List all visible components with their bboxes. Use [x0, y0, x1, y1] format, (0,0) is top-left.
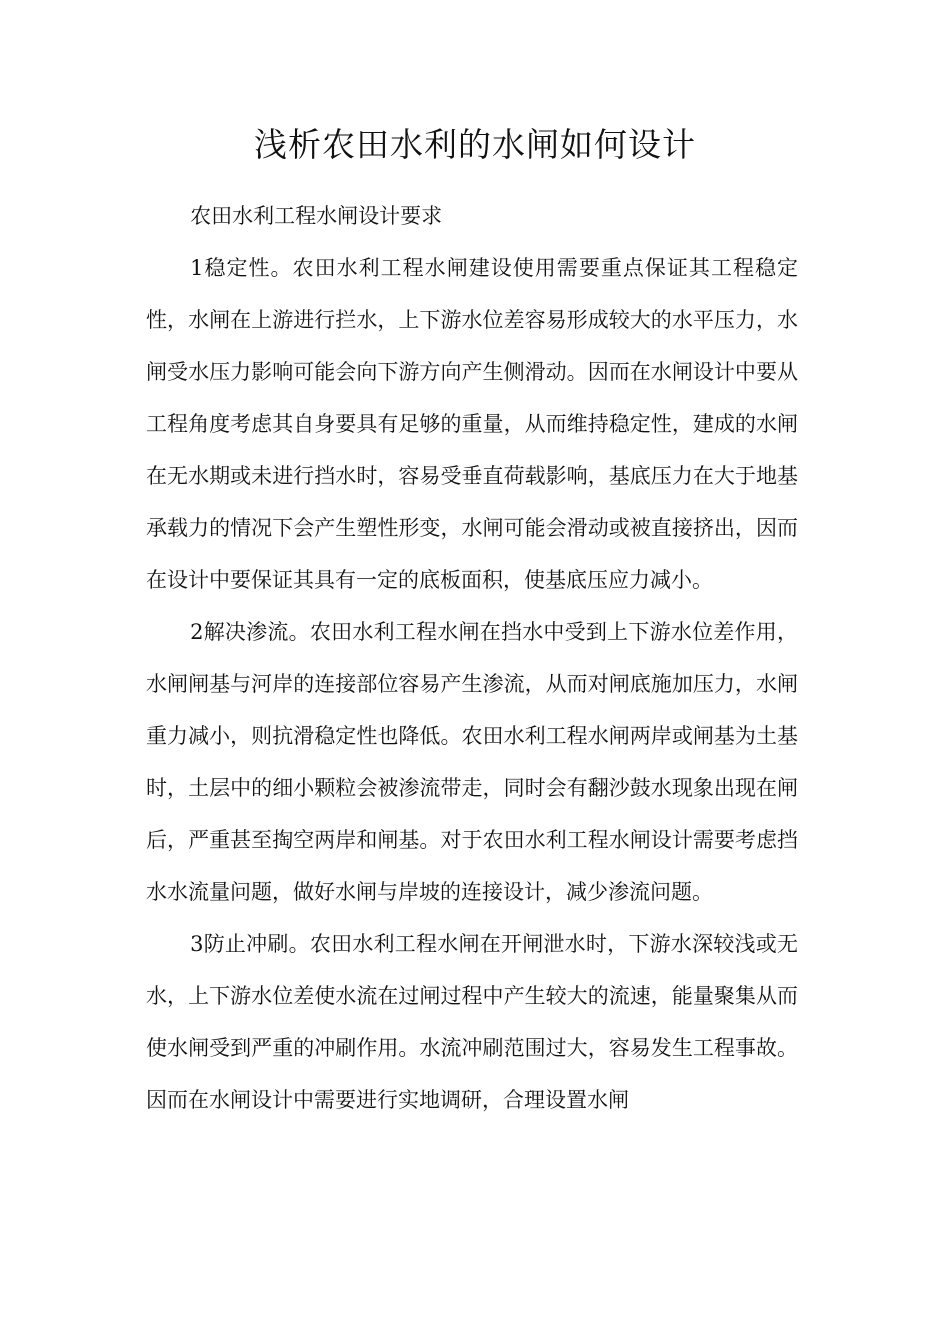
paragraph-seepage: 2解决渗流。农田水利工程水闸在挡水中受到上下游水位差作用，水闸闸基与河岸的连接部位容易产生渗流，从而对闸底施加压力，水闸重力减小，则抗滑稳定性也降低。农田水利工程水闸两岸或闸基为土基时，土层中的细小颗粒会被渗流带走，同时会有翻沙鼓水现象出现在闸后，严重甚至掏空两岸和闸基。对于农田水利工程水闸设计需要考虑挡水水流量问题，做好水闸与岸坡的连接设计，减少渗流问题。 [146, 620, 798, 904]
document-title: 浅析农田水利的水闸如何设计 [254, 125, 696, 164]
section-heading: 农田水利工程水闸设计要求 [190, 204, 443, 228]
paragraph-scour: 3防止冲刷。农田水利工程水闸在开闸泄水时，下游水深较浅或无水，上下游水位差使水流在过闸过程中产生较大的流速，能量聚集从而使水闸受到严重的冲刷作用。水流冲刷范围过大，容易发生工程事故。因而在水闸设计中需要进行实地调研，合理设置水闸 [146, 932, 798, 1112]
document-body [146, 190, 798, 1126]
paragraph-stability: 1稳定性。农田水利工程水闸建设使用需要重点保证其工程稳定性，水闸在上游进行拦水，上下游水位差容易形成较大的水平压力，水闸受水压力影响可能会向下游方向产生侧滑动。因而在水闸设计中要从工程角度考虑其自身要具有足够的重量，从而维持稳定性，建成的水闸在无水期或未进行挡水时，容易受垂直荷载影响，基底压力在大于地基承载力的情况下会产生塑性形变，水闸可能会滑动或被直接挤出，因而在设计中要保证其具有一定的底板面积，使基底压应力减小。 [146, 256, 798, 592]
